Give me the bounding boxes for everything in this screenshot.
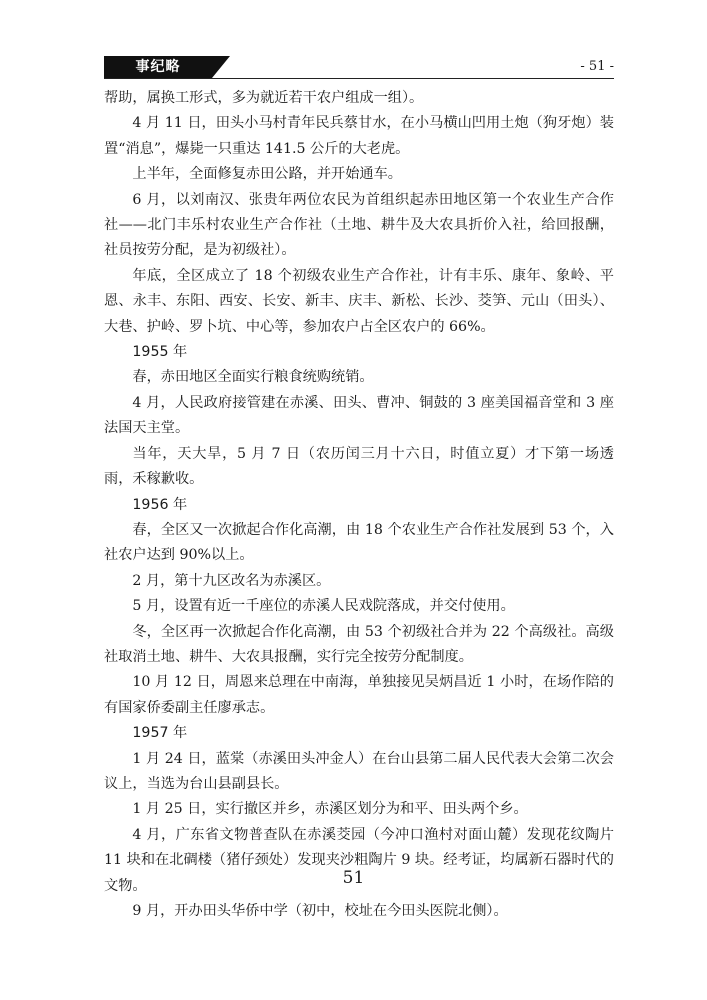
paragraph: 4 月，广东省文物普查队在赤溪茭园（今冲口渔村对面山麓）发现花纹陶片 11 块和在北碉楼（猪仔颈处）发现夹沙粗陶片 9 块。经考证，均属新石器时代的文物。 xyxy=(104,826,614,894)
paragraph: 4 月 11 日，田头小马村青年民兵蔡甘水，在小马横山凹用土炮（狗牙炮）装置“消息”，爆毙一只重达 141.5 公斤的大老虎。 xyxy=(104,115,614,157)
section-title: 事纪略 xyxy=(135,59,181,75)
paragraph: 当年，天大旱，5 月 7 日（农历闰三月十六日，时值立夏）才下第一场透雨，禾稼歉收。 xyxy=(104,445,614,488)
year-heading: 1957 年 xyxy=(132,725,188,742)
paragraph: 4 月，人民政府接管建在赤溪、田头、曹冲、铜鼓的 3 座美国福音堂和 3 座法国天主堂。 xyxy=(104,394,614,437)
paragraph: 1 月 24 日，蓝棠（赤溪田头冲金人）在台山县第二届人民代表大会第二次会议上，当选为台山县副县长。 xyxy=(104,750,614,792)
paragraph: 6 月，以刘南汉、张贵年两位农民为首组织起赤田地区第一个农业生产合作社——北门丰乐村农业生产合作社（土地、耕牛及大农具折价入社，给回报酬，社员按劳分配，是为初级社）。 xyxy=(104,191,614,259)
year-heading: 1956 年 xyxy=(132,496,188,513)
paragraph: 5 月，设置有近一千座位的赤溪人民戏院落成，并交付使用。 xyxy=(132,598,515,615)
paragraph: 春，全区又一次掀起合作化高潮，由 18 个农业生产合作社发展到 53 个，入社农户达到 90%以上。 xyxy=(104,521,614,564)
paragraph: 2 月，第十九区改名为赤溪区。 xyxy=(132,572,331,589)
paragraph: 10 月 12 日，周恩来总理在中南海，单独接见吴炳昌近 1 小时，在场作陪的有国家侨委副主任廖承志。 xyxy=(104,674,614,716)
paragraph: 1 月 25 日，实行撤区并乡，赤溪区划分为和平、田头两个乡。 xyxy=(132,801,528,818)
header-page-number: - 51 - xyxy=(580,59,614,74)
page-number: 51 xyxy=(342,868,365,888)
section-tab-corner xyxy=(212,56,230,78)
paragraph: 年底，全区成立了 18 个初级农业生产合作社，计有丰乐、康年、象岭、平恩、永丰、东阳、西安、长安、新丰、庆丰、新松、长沙、茭笋、元山（田头）、大巷、护岭、罗卜坑、中心等，参加农户占全区农户的 66%。 xyxy=(104,267,614,335)
paragraph: 帮助，属换工形式，多为就近若干农户组成一组）。 xyxy=(104,90,424,106)
year-heading: 1955 年 xyxy=(132,344,188,361)
header-rule xyxy=(104,78,614,79)
running-header xyxy=(104,56,614,80)
paragraph: 上半年，全面修复赤田公路，并开始通车。 xyxy=(132,166,402,183)
body-text xyxy=(104,86,614,924)
paragraph: 春，赤田地区全面实行粮食统购统销。 xyxy=(132,369,374,386)
paragraph: 9 月，开办田头华侨中学（初中，校址在今田头医院北侧）。 xyxy=(132,903,508,919)
paragraph: 冬，全区再一次掀起合作化高潮，由 53 个初级社合并为 22 个高级社。高级社取消土地、耕牛、大农具报酬，实行完全按劳分配制度。 xyxy=(104,623,614,665)
